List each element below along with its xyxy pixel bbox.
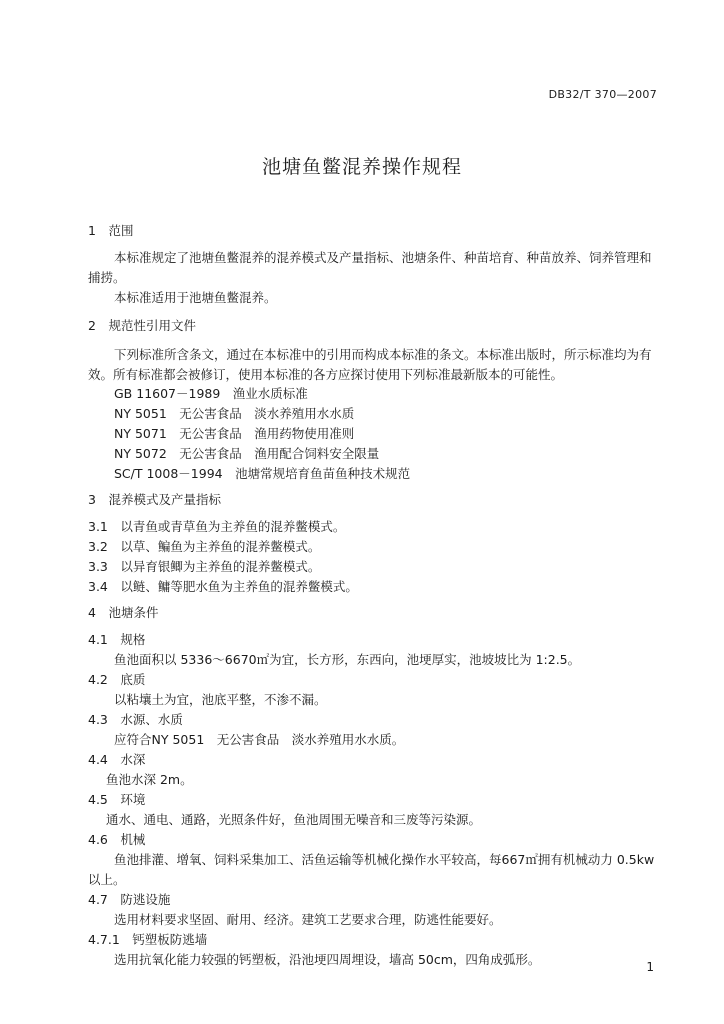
subsection-text: 以粘壤土为宜，池底平整，不渗不漏。 [114,692,327,707]
section-2-heading: 2 规范性引用文件 [88,318,196,333]
subsection-heading: 4.5 环境 [88,792,146,807]
list-item: 3.4 以鲢、鳙等肥水鱼为主养鱼的混养鳖模式。 [88,579,358,594]
list-item: 3.2 以草、鳊鱼为主养鱼的混养鳖模式。 [88,539,321,554]
subsection-text: 鱼池面积以 5336～6670㎡为宜，长方形，东西向，池埂厚实，池坡坡比为 1:2.5。 [114,652,581,667]
reference-item: SC/T 1008－1994 池塘常规培育鱼苗鱼种技术规范 [114,466,411,481]
reference-item: NY 5071 无公害食品 渔用药物使用准则 [114,426,355,441]
subsection-heading: 4.2 底质 [88,672,146,687]
section-3-heading: 3 混养模式及产量指标 [88,492,221,507]
subsection-heading: 4.6 机械 [88,832,146,847]
subsection-text: 选用抗氧化能力较强的钙塑板，沿池埂四周埋设，墙高 50cm，四角成弧形。 [114,952,541,967]
section-1-paragraph-1: 本标准规定了池塘鱼鳖混养的混养模式及产量指标、池塘条件、种苗培育、种苗放养、饲养管理和捕捞。 [88,250,652,285]
section-1-paragraph-2: 本标准适用于池塘鱼鳖混养。 [114,290,277,305]
subsection-text: 鱼池水深 2m。 [106,772,193,787]
subsection-text: 通水、通电、通路，光照条件好，鱼池周围无噪音和三废等污染源。 [106,812,482,827]
subsection-text: 应符合NY 5051 无公害食品 淡水养殖用水水质。 [114,732,405,747]
subsection-heading: 4.3 水源、水质 [88,712,183,727]
page-number: 1 [646,960,654,974]
subsection-heading: 4.7.1 钙塑板防逃墙 [88,932,208,947]
subsection-text: 选用材料要求坚固、耐用、经济。建筑工艺要求合理，防逃性能要好。 [114,912,502,927]
document-title: 池塘鱼鳖混养操作规程 [261,156,462,178]
reference-item: GB 11607－1989 渔业水质标准 [114,386,308,401]
subsection-heading: 4.1 规格 [88,632,146,647]
section-4-heading: 4 池塘条件 [88,605,159,620]
section-1-heading: 1 范围 [88,223,134,238]
subsection-heading: 4.7 防逃设施 [88,892,171,907]
subsection-heading: 4.4 水深 [88,752,146,767]
reference-item: NY 5051 无公害食品 淡水养殖用水水质 [114,406,355,421]
standard-code: DB32/T 370—2007 [548,88,657,101]
subsection-text: 鱼池排灌、增氧、饲料采集加工、活鱼运输等机械化操作水平较高，每667㎡拥有机械动力 0.5kw以上。 [88,852,655,887]
reference-item: NY 5072 无公害食品 渔用配合饲料安全限量 [114,446,380,461]
list-item: 3.1 以青鱼或青草鱼为主养鱼的混养鳖模式。 [88,519,346,534]
list-item: 3.3 以异育银鲫为主养鱼的混养鳖模式。 [88,559,321,574]
section-2-paragraph-1: 下列标准所含条文，通过在本标准中的引用而构成本标准的条文。本标准出版时，所示标准均为有效。所有标准都会被修订，使用本标准的各方应探讨使用下列标准最新版本的可能性。 [88,347,652,382]
